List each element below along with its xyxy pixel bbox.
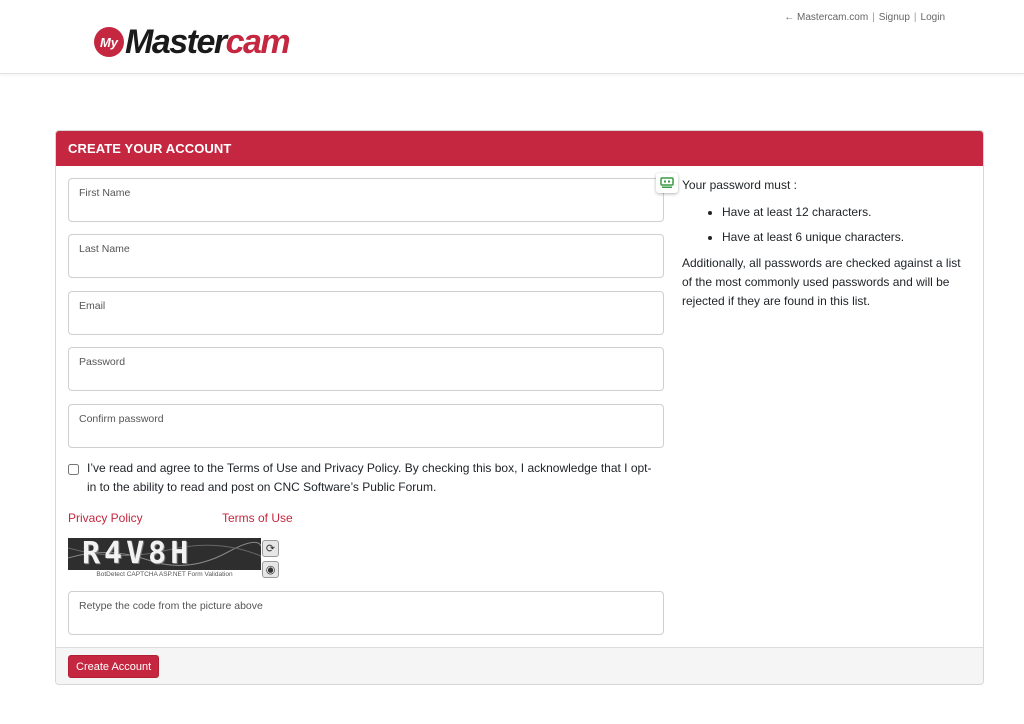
captcha-code-field[interactable] [68, 591, 664, 635]
consent-checkbox[interactable] [68, 464, 79, 475]
top-links [784, 12, 945, 23]
captcha-reload-icon[interactable]: ⟳ [262, 540, 279, 557]
site-header [0, 0, 1024, 74]
last-name-field[interactable] [68, 234, 664, 278]
create-account-button[interactable]: Create Account [68, 655, 159, 678]
last-name-label: Last Name [79, 243, 130, 255]
captcha-code-label: Retype the code from the picture above [79, 600, 263, 612]
password-requirements [682, 177, 972, 311]
captcha-image [68, 538, 261, 580]
captcha-code-input[interactable] [79, 616, 649, 630]
password-label: Password [79, 356, 126, 368]
card-footer [56, 647, 983, 684]
signup-link[interactable]: Signup [878, 12, 910, 23]
consent-row [68, 459, 658, 497]
link-separator: | [913, 12, 917, 23]
consent-text: I’ve read and agree to the Terms of Use and Privacy Policy. By checking this box, I acknowledge that I opt-in to the ability to read and post on CNC Software’s Public Forum. [87, 461, 652, 494]
password-field[interactable] [68, 347, 664, 391]
email-input[interactable] [79, 316, 649, 330]
logo-cam-text: cam [225, 23, 290, 61]
confirm-password-input[interactable] [79, 429, 649, 443]
mastercam-logo[interactable] [94, 24, 289, 60]
link-separator: | [872, 12, 875, 23]
password-manager-icon[interactable] [656, 173, 678, 193]
password-rules-note: Additionally, all passwords are checked against a list of the most commonly used passwords and will be rejected if they are found in this list. [682, 256, 961, 308]
captcha-code-text: R4V8H [82, 538, 193, 570]
terms-of-use-link[interactable]: Terms of Use [222, 511, 293, 525]
captcha-sound-icon[interactable]: ◉ [262, 561, 279, 578]
logo-wordmark [125, 24, 289, 60]
confirm-password-field[interactable] [68, 404, 664, 448]
password-rule: • Have at least 6 unique characters. [722, 229, 972, 245]
password-rules-list [722, 204, 972, 245]
card-title: CREATE YOUR ACCOUNT [56, 131, 983, 166]
create-account-card [55, 130, 984, 685]
first-name-field[interactable] [68, 178, 664, 222]
logo-master-text: Master [125, 23, 226, 61]
mastercam-com-link[interactable]: ← Mastercam.com [784, 12, 869, 23]
confirm-password-label: Confirm password [79, 413, 164, 425]
logo-my-badge: My [94, 27, 124, 57]
email-field[interactable] [68, 291, 664, 335]
email-label: Email [79, 300, 106, 312]
password-rules-title: Your password must : [682, 178, 797, 192]
first-name-input[interactable] [79, 203, 649, 217]
privacy-policy-link[interactable]: Privacy Policy [68, 511, 143, 525]
captcha-caption: BotDetect CAPTCHA ASP.NET Form Validation [68, 570, 261, 580]
password-input[interactable] [79, 372, 649, 386]
first-name-label: First Name [79, 187, 131, 199]
captcha-picture [68, 538, 261, 570]
password-rule: • Have at least 12 characters. [722, 204, 972, 220]
last-name-input[interactable] [79, 259, 649, 273]
login-link[interactable]: Login [920, 12, 945, 23]
